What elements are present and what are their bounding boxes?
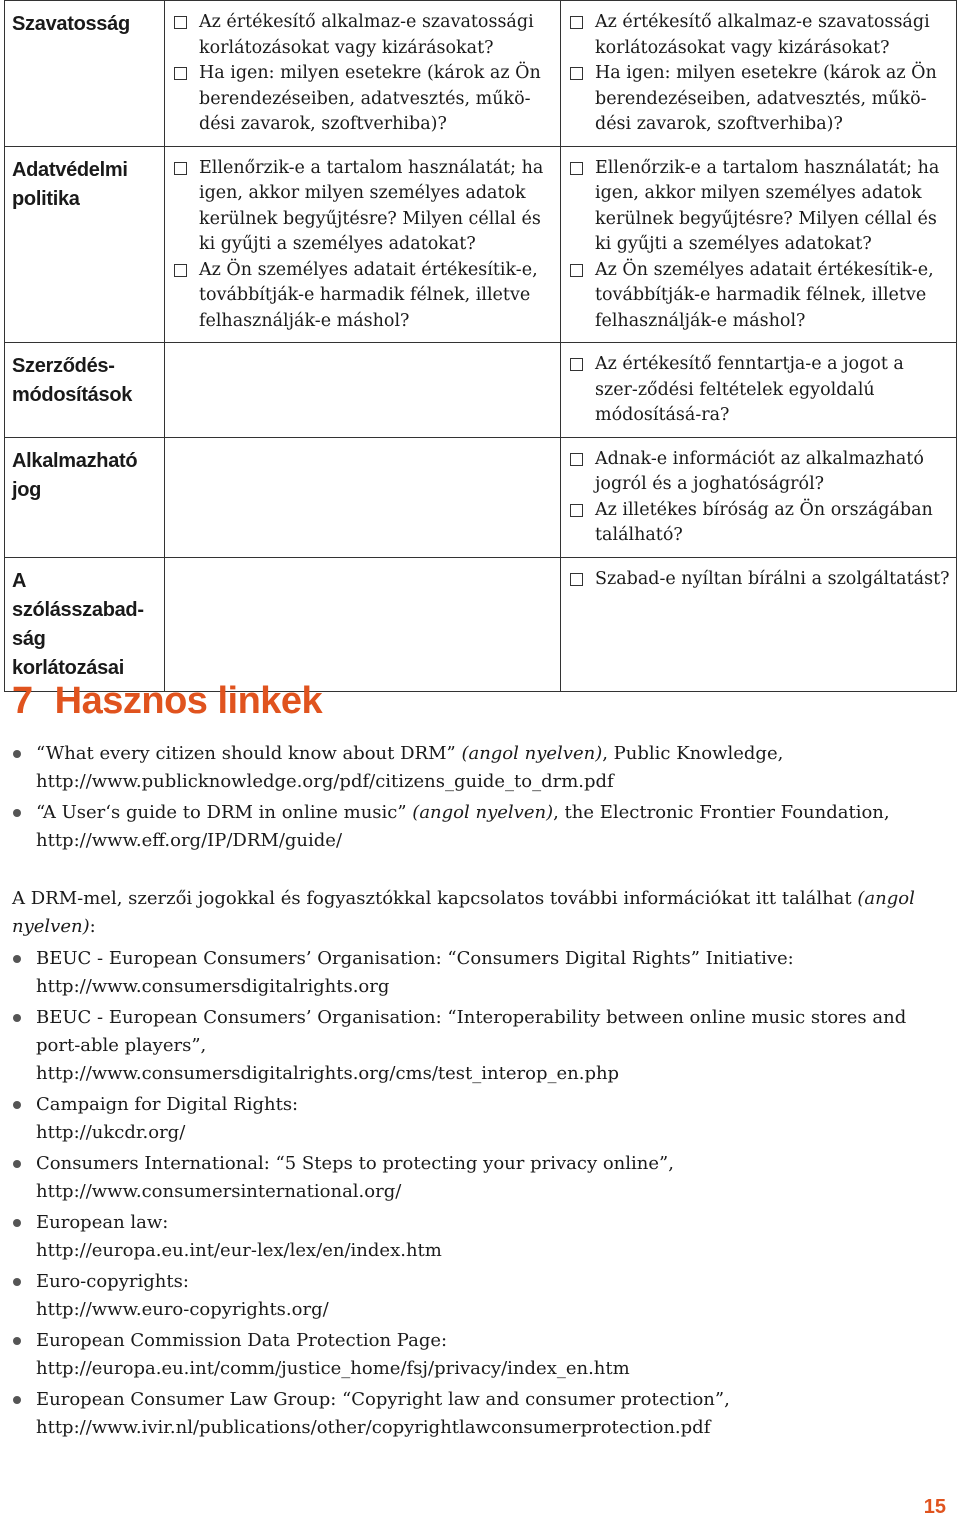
section-number: 7 <box>12 680 33 722</box>
link-title: Euro-copyrights: <box>36 1271 189 1292</box>
link-url[interactable]: http://www.publicknowledge.org/pdf/citizens_guide_to_drm.pdf <box>36 771 614 792</box>
checklist-question: Ellenőrzik-e a tartalom használatát; ha igen, akkor milyen személyes adatok kerülnek begyűjtésre? Milyen céllal és ki gyűjti a személyes adatokat? <box>595 157 940 254</box>
list-item <box>12 1004 942 1088</box>
checklist-cell <box>561 1 957 147</box>
checklist-item <box>172 10 554 61</box>
checklist-item <box>568 498 950 549</box>
list-item <box>12 945 942 1001</box>
table-row <box>5 437 957 557</box>
further-links-list <box>12 945 942 1445</box>
list-item <box>12 1386 942 1442</box>
link-title: Campaign for Digital Rights: <box>36 1094 299 1115</box>
table-row <box>5 146 957 343</box>
checklist-question: Az értékesítő fenntartja-e a jogot a szer-ződési feltételek egyoldalú módosításá-ra? <box>595 354 904 425</box>
checklist-cell <box>165 1 561 147</box>
link-url[interactable]: http://www.consumersinternational.org/ <box>36 1181 402 1202</box>
section-title: Hasznos linkek <box>54 680 323 722</box>
checklist-table <box>4 0 957 692</box>
link-url[interactable]: http://ukcdr.org/ <box>36 1122 186 1143</box>
checkbox-icon[interactable] <box>570 264 583 277</box>
checklist-item <box>568 156 950 258</box>
checkbox-icon[interactable] <box>570 16 583 29</box>
link-title: BEUC - European Consumers’ Organisation: “Consumers Digital Rights” Initiative: <box>36 948 794 969</box>
link-title: “What every citizen should know about DRM” <box>36 743 462 764</box>
list-item <box>12 799 942 855</box>
link-url[interactable]: http://www.ivir.nl/publications/other/copyrightlawconsumerprotection.pdf <box>36 1417 711 1438</box>
checklist-question: Ellenőrzik-e a tartalom használatát; ha igen, akkor milyen személyes adatok kerülnek begyűjtésre? Milyen céllal és ki gyűjti a személyes adatokat? <box>199 157 544 254</box>
list-item <box>12 1327 942 1383</box>
table-row <box>5 343 957 438</box>
checklist-question: Szabad-e nyíltan bírálni a szolgáltatást? <box>595 568 950 589</box>
list-item <box>12 1150 942 1206</box>
checklist-cell <box>561 437 957 557</box>
bullet-icon <box>13 1337 21 1345</box>
link-language-note: (angol nyelven) <box>461 743 603 764</box>
checklist-question: Az illetékes bíróság az Ön országában található? <box>595 499 933 545</box>
checklist-question: Az értékesítő alkalmaz-e szavatossági korlátozásokat vagy kizárásokat? <box>595 12 930 58</box>
checkbox-icon[interactable] <box>174 67 187 80</box>
checkbox-icon[interactable] <box>570 67 583 80</box>
link-url[interactable]: http://www.consumersdigitalrights.org/cms/test_interop_en.php <box>36 1063 620 1084</box>
link-title: European Commission Data Protection Page: <box>36 1330 448 1351</box>
checkbox-icon[interactable] <box>570 573 583 586</box>
row-label: Adatvédelmi politika <box>5 146 165 343</box>
checklist-cell <box>561 343 957 438</box>
checkbox-icon[interactable] <box>174 16 187 29</box>
row-label: Szerződés-módosítások <box>5 343 165 438</box>
link-title: BEUC - European Consumers’ Organisation: “Interoperability between online music stores and port-able players”, <box>36 1007 907 1056</box>
checklist-item <box>568 447 950 498</box>
useful-links-list <box>12 740 942 858</box>
checklist-cell <box>165 146 561 343</box>
checklist-question: Adnak-e információt az alkalmazható jogról és a joghatóságról? <box>595 448 924 494</box>
link-url[interactable]: http://www.eff.org/IP/DRM/guide/ <box>36 830 343 851</box>
checklist-cell <box>561 146 957 343</box>
bullet-icon <box>13 1160 21 1168</box>
checklist-question: Az Ön személyes adatait értékesítik-e, továbbítják-e harmadik félnek, illetve felhasználják-e máshol? <box>595 259 934 331</box>
bullet-icon <box>13 1219 21 1227</box>
checklist-question: Az értékesítő alkalmaz-e szavatossági korlátozásokat vagy kizárásokat? <box>199 12 534 58</box>
list-item <box>12 1209 942 1265</box>
checklist-cell <box>165 557 561 691</box>
link-url[interactable]: http://europa.eu.int/comm/justice_home/fsj/privacy/index_en.htm <box>36 1358 630 1379</box>
link-title: European Consumer Law Group: “Copyright law and consumer protection”, <box>36 1389 730 1410</box>
link-url[interactable]: http://www.consumersdigitalrights.org <box>36 976 390 997</box>
checklist-item <box>172 258 554 335</box>
link-source: , the Electronic Frontier Foundation, <box>553 802 890 823</box>
link-url[interactable]: http://www.euro-copyrights.org/ <box>36 1299 329 1320</box>
bullet-icon <box>13 955 21 963</box>
checklist-question: Ha igen: milyen esetekre (károk az Ön berendezéseiben, adatvesztés, műkö-dési zavarok, szoftverhiba)? <box>199 63 541 134</box>
checkbox-icon[interactable] <box>570 504 583 517</box>
checkbox-icon[interactable] <box>174 264 187 277</box>
bullet-icon <box>13 1278 21 1286</box>
row-label: Szavatosság <box>5 1 165 147</box>
link-title: Consumers International: “5 Steps to protecting your privacy online”, <box>36 1153 674 1174</box>
bullet-icon <box>13 1014 21 1022</box>
bullet-icon <box>13 809 21 817</box>
checklist-question: Az Ön személyes adatait értékesítik-e, továbbítják-e harmadik félnek, illetve felhasználják-e máshol? <box>199 259 538 331</box>
row-label: Alkalmazható jog <box>5 437 165 557</box>
checklist-item <box>568 352 950 429</box>
list-item <box>12 1268 942 1324</box>
section-heading <box>12 680 322 723</box>
checklist-item <box>172 156 554 258</box>
checklist-item <box>568 258 950 335</box>
list-item <box>12 740 942 796</box>
checklist-cell <box>165 437 561 557</box>
link-language-note: (angol nyelven) <box>412 802 554 823</box>
bullet-icon <box>13 750 21 758</box>
list-item <box>12 1091 942 1147</box>
row-label: A szólásszabad-ság korlátozásai <box>5 557 165 691</box>
link-title: European law: <box>36 1212 169 1233</box>
table-row <box>5 557 957 691</box>
checkbox-icon[interactable] <box>174 162 187 175</box>
checklist-cell <box>165 343 561 438</box>
checklist-item <box>568 61 950 138</box>
bullet-icon <box>13 1396 21 1404</box>
intro-paragraph <box>12 885 942 941</box>
intro-emphasis: (angol nyelven) <box>12 888 915 937</box>
intro-colon: : <box>89 916 96 937</box>
checkbox-icon[interactable] <box>570 358 583 371</box>
link-source: , Public Knowledge, <box>602 743 784 764</box>
bullet-icon <box>13 1101 21 1109</box>
checkbox-icon[interactable] <box>570 162 583 175</box>
checkbox-icon[interactable] <box>570 453 583 466</box>
table-row <box>5 1 957 147</box>
checklist-cell <box>561 557 957 691</box>
link-url[interactable]: http://europa.eu.int/eur-lex/lex/en/index.htm <box>36 1240 442 1261</box>
checklist-question: Ha igen: milyen esetekre (károk az Ön berendezéseiben, adatvesztés, műkö-dési zavarok, szoftverhiba)? <box>595 63 937 134</box>
checklist-item <box>568 567 950 593</box>
intro-text: A DRM-mel, szerzői jogokkal és fogyasztókkal kapcsolatos további információkat itt találhat <box>12 888 858 909</box>
checklist-item <box>568 10 950 61</box>
checklist-item <box>172 61 554 138</box>
page-number: 15 <box>923 1496 946 1518</box>
link-title: “A User‘s guide to DRM in online music” <box>36 802 413 823</box>
